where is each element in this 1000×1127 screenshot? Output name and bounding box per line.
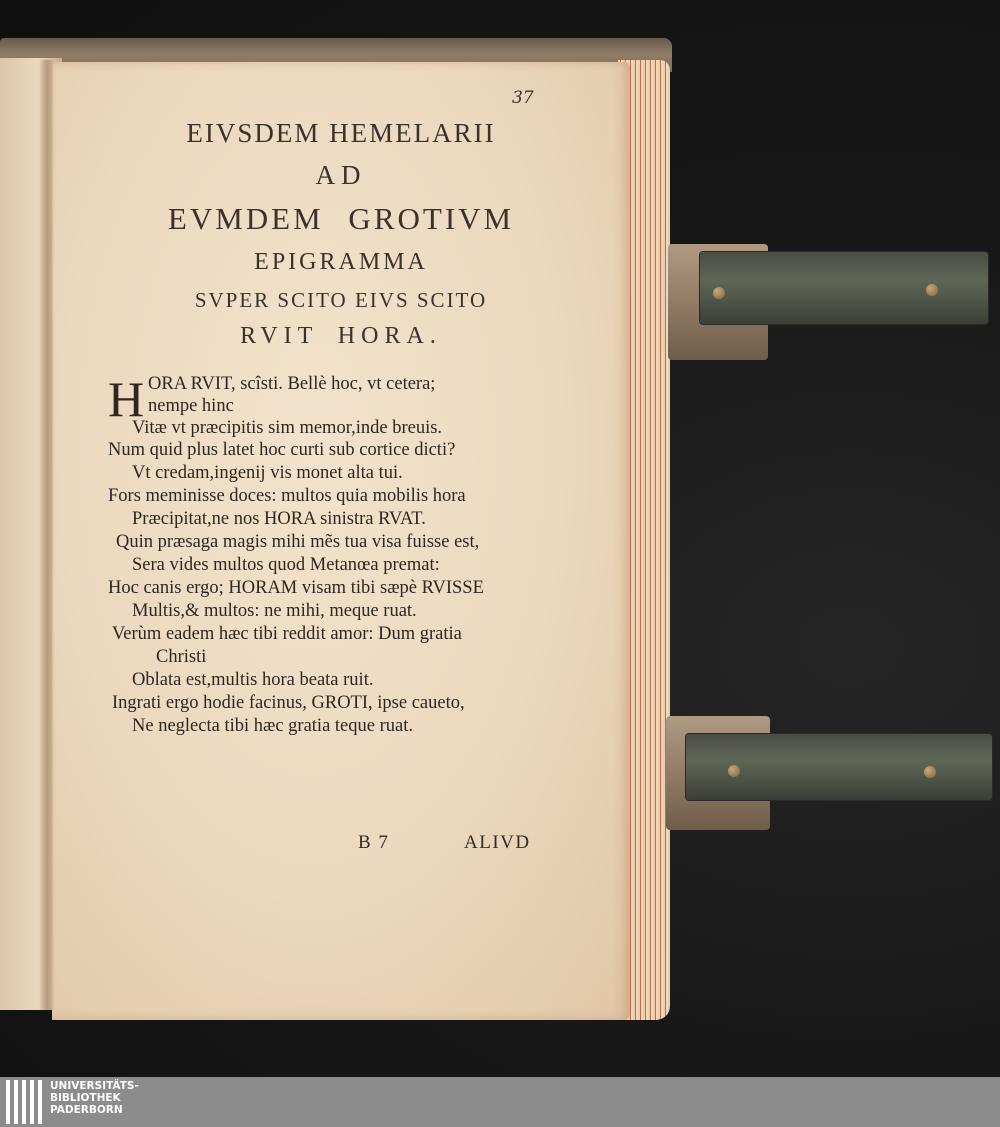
- catchword: ALIVD: [464, 832, 531, 853]
- library-logo-icon: [6, 1080, 46, 1124]
- title-line: EIVSDEM HEMELARII: [186, 118, 496, 148]
- poem-line: Oblata est,multis hora beata ruit.: [132, 670, 374, 690]
- poem-line: Ingrati ergo hodie facinus, GROTI, ipse caueto,: [112, 693, 465, 713]
- poem-line: Vitæ vt præcipitis sim memor,inde breuis.: [132, 418, 443, 438]
- library-name-line: BIBLIOTHEK: [50, 1092, 121, 1104]
- poem-line: Fors meminisse doces: multos quia mobilis hora: [108, 486, 466, 506]
- poem-line: Num quid plus latet hoc curti sub cortice dicti?: [108, 440, 456, 460]
- poem-line: Verùm eadem hæc tibi reddit amor: Dum gratia: [112, 624, 462, 644]
- poem-line: Ne neglecta tibi hæc gratia teque ruat.: [132, 716, 413, 736]
- title-line: AD: [315, 160, 367, 190]
- library-name-line: PADERBORN: [50, 1104, 123, 1116]
- poem-line: ORA RVIT, scîsti. Bellè hoc, vt cetera;: [148, 374, 436, 394]
- poem-line: Sera vides multos quod Metanœa premat:: [132, 555, 440, 575]
- poem-line: nempe hinc: [148, 396, 234, 416]
- poem-line: Vt credam,ingenij vis monet alta tui.: [132, 463, 403, 483]
- poem-line: Præcipitat,ne nos HORA sinistra RVAT.: [132, 509, 426, 529]
- poem-line: Hoc canis ergo; HORAM visam tibi sæpè RVISSE: [108, 578, 484, 598]
- library-name-line: UNIVERSITÄTS-: [50, 1080, 139, 1092]
- page-number: 37: [512, 88, 534, 108]
- poem-line: Multis,& multos: ne mihi, meque ruat.: [132, 601, 417, 621]
- title-line: EPIGRAMMA: [254, 249, 428, 275]
- title-line: SVPER SCITO EIVS SCITO: [194, 288, 488, 312]
- drop-cap: H: [108, 371, 145, 427]
- poem-line: Christi: [156, 647, 207, 667]
- poem-line: Quin præsaga magis mihi mẽs tua visa fuisse est,: [116, 532, 480, 552]
- library-name: [50, 1080, 139, 1116]
- title-line: EVMDEM GROTIVM: [167, 201, 515, 236]
- signature-mark: B 7: [358, 832, 390, 853]
- title-block: [52, 112, 630, 354]
- title-line: RVIT HORA.: [240, 323, 442, 349]
- library-footer: [0, 1077, 1000, 1127]
